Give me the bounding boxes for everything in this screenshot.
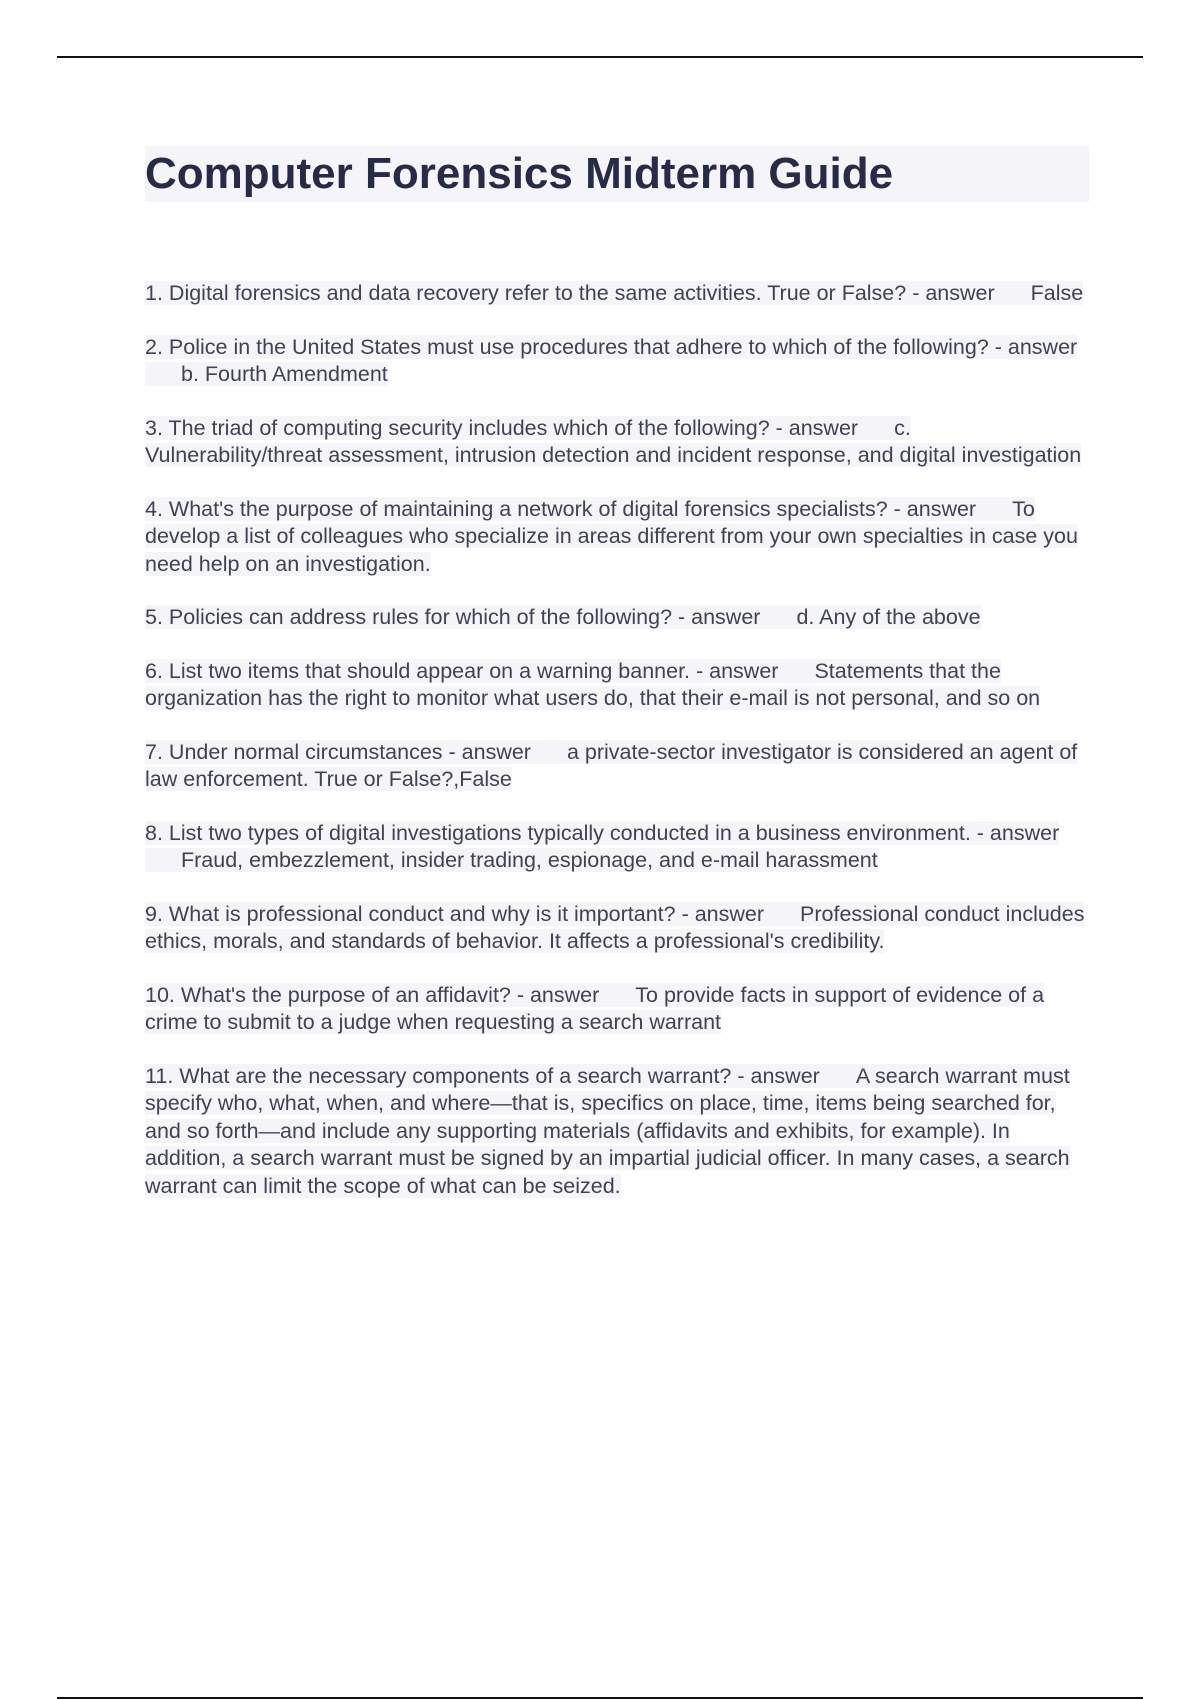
question-number: 11.: [145, 1063, 174, 1088]
question-number: 3.: [145, 415, 163, 440]
question-item: [145, 1063, 1089, 1201]
question-number: 7.: [145, 739, 163, 764]
question-number: 2.: [145, 334, 163, 359]
question-text-block: [145, 983, 1044, 1035]
question-number: 5.: [145, 605, 163, 629]
answer-text: To develop a list of colleagues who specialize in areas different from your own specialties in case you need help on an investigation.: [145, 496, 1078, 576]
answer-text: False: [1030, 281, 1084, 305]
question-text: List two items that should appear on a warning banner. - answer: [168, 658, 779, 683]
question-number: 1.: [145, 281, 163, 305]
answer-text: Fraud, embezzlement, insider trading, espionage, and e-mail harassment: [181, 848, 878, 872]
answer-text: To provide facts in support of evidence of a crime to submit to a judge when requesting a search warrant: [145, 982, 1045, 1034]
question-text: What's the purpose of maintaining a network of digital forensics specialists? - answer: [168, 496, 977, 521]
question-text-block: [145, 1064, 1070, 1198]
question-number: 8.: [145, 820, 163, 845]
question-text-block: [145, 335, 1077, 387]
question-item: [145, 334, 1089, 389]
question-item: [145, 604, 1089, 632]
question-text: What is professional conduct and why is it important? - answer: [168, 901, 765, 926]
question-text: What's the purpose of an affidavit? - answer: [180, 982, 600, 1007]
question-text: Digital forensics and data recovery refer to the same activities. True or False? - answer: [168, 281, 995, 305]
question-text-block: [145, 416, 1081, 468]
question-text: List two types of digital investigations typically conducted in a business environment. - answer: [168, 820, 1060, 845]
question-item: [145, 658, 1089, 713]
question-number: 9.: [145, 901, 163, 926]
question-item: [145, 901, 1089, 956]
question-text-block: [145, 281, 1083, 305]
question-number: 6.: [145, 658, 163, 683]
title-block: [145, 146, 1089, 202]
question-item: [145, 415, 1089, 470]
question-item: [145, 739, 1089, 794]
answer-text: Statements that the organization has the right to monitor what users do, that their e-mail is not personal, and so on: [145, 658, 1041, 710]
question-text: Under normal circumstances - answer: [168, 739, 531, 764]
question-item: [145, 820, 1089, 875]
question-text-block: [145, 821, 1059, 873]
question-text: Police in the United States must use procedures that adhere to which of the following? - answer: [168, 334, 1078, 359]
question-item: [145, 280, 1089, 308]
question-item: [145, 496, 1089, 579]
page-title: Computer Forensics Midterm Guide: [145, 149, 894, 198]
bottom-rule: [57, 1697, 1143, 1699]
answer-text: Professional conduct includes ethics, morals, and standards of behavior. It affects a professional's credibility.: [145, 901, 1085, 953]
question-text-block: [145, 740, 1077, 792]
question-list: [145, 280, 1089, 1200]
question-text-block: [145, 497, 1078, 576]
question-text-block: [145, 605, 981, 629]
top-rule: [57, 56, 1143, 58]
question-number: 10.: [145, 982, 175, 1007]
question-text: The triad of computing security includes which of the following? - answer: [168, 415, 859, 440]
answer-text: a private-sector investigator is considered an agent of law enforcement. True or False?,False: [145, 739, 1078, 791]
question-text-block: [145, 902, 1084, 954]
answer-text: A search warrant must specify who, what, when, and where—that is, specifics on place, time, items being searched for, and so forth—and include any supporting materials (affidavits and exhibits, for example). In addition, a search warrant must be signed by an impartial judicial officer. In many cases, a search warrant can limit the scope of what can be seized.: [145, 1063, 1070, 1198]
question-text: What are the necessary components of a search warrant? - answer: [179, 1063, 820, 1088]
question-number: 4.: [145, 496, 163, 521]
answer-text: d. Any of the above: [796, 605, 981, 629]
question-text-block: [145, 659, 1040, 711]
answer-text: c. Vulnerability/threat assessment, intrusion detection and incident response, and digital investigation: [145, 415, 1082, 467]
answer-text: b. Fourth Amendment: [181, 362, 388, 386]
question-item: [145, 982, 1089, 1037]
question-text: Policies can address rules for which of the following? - answer: [168, 605, 761, 629]
document-body: [145, 146, 1089, 1226]
